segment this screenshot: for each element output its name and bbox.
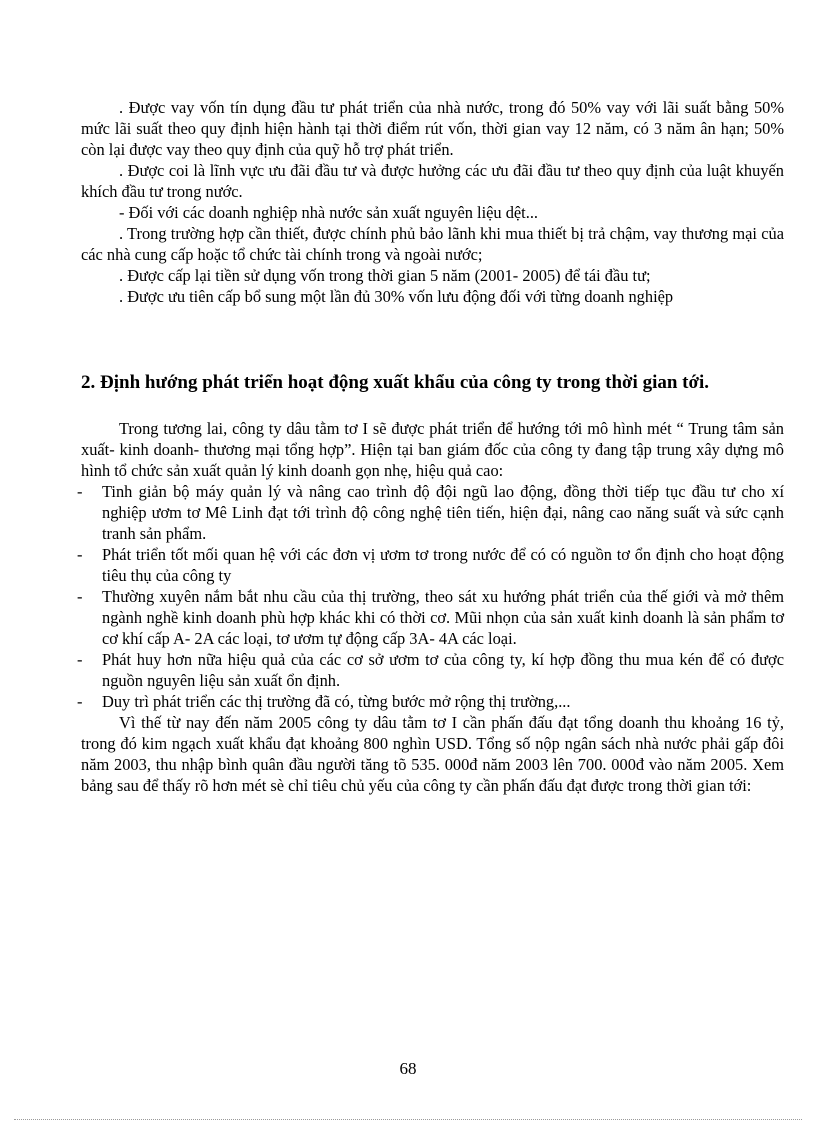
bullet-marker: - <box>77 587 83 606</box>
list-item <box>77 544 784 586</box>
incentive-paragraph-loan: . Được vay vốn tín dụng đầu tư phát triển của nhà nước, trong đó 50% vay với lãi suất bằng 50% mức lãi suất theo quy định hiện hành tại thời điểm rút vốn, thời gian vay 12 năm, có 3 năm ân hạn; 50% còn lại được vay theo quy định của quỹ hỗ trợ phát triển. <box>81 98 784 159</box>
bullet-text: Phát triển tốt mối quan hệ với các đơn vị ươm tơ trong nước để có có nguồn tơ ổn định cho hoạt động tiêu thụ của công ty <box>102 545 784 585</box>
footer-divider <box>14 1119 802 1120</box>
section-heading: 2. Định hướng phát triển hoạt động xuất khẩu của công ty trong thời gian tới. <box>81 372 710 393</box>
bullet-marker: - <box>77 692 83 711</box>
bullet-marker: - <box>77 545 83 564</box>
incentive-paragraph-state-enterprises: - Đối với các doanh nghiệp nhà nước sản xuất nguyên liệu dệt... <box>119 203 539 222</box>
bullet-text: Thường xuyên nắm bắt nhu cầu của thị trường, theo sát xu hướng phát triển của thế giới và mở thêm ngành nghề kinh doanh phù hợp khác khi có thời cơ. Mũi nhọn của sản xuất kinh doanh là sản phẩm tơ cơ khí cấp A- 2A các loại, tơ ươm tự động cấp 3A- 4A các loại. <box>102 587 784 648</box>
bullet-text: Duy trì phát triển các thị trường đã có, từng bước mở rộng thị trường,... <box>102 692 571 711</box>
incentive-list <box>81 97 784 307</box>
bullet-marker: - <box>77 482 83 501</box>
intro-paragraph: Trong tương lai, công ty dâu tằm tơ I sẽ được phát triển để hướng tới mô hình mét “ Trung tâm sản xuất- kinh doanh- thương mại tổng hợp”. Hiện tại ban giám đốc của công ty đang tập trung xây dựng mô hình tổ chức sản xuất quản lý kinh doanh gọn nhẹ, hiệu quả cao: <box>81 419 784 480</box>
orientation-bullet-list <box>77 481 784 712</box>
bullet-marker: - <box>77 650 83 669</box>
list-item <box>77 649 784 691</box>
incentive-paragraph-working-capital: . Được ưu tiên cấp bổ sung một lần đủ 30% vốn lưu động đối với từng doanh nghiệp <box>119 287 674 306</box>
list-item <box>77 691 784 712</box>
section-body <box>77 418 784 796</box>
bullet-text: Phát huy hơn nữa hiệu quả của các cơ sở ươm tơ của công ty, kí hợp đồng thu mua kén để có được nguồn nguyên liệu sản xuất ổn định. <box>102 650 784 690</box>
page-number: 68 <box>399 1059 417 1078</box>
incentive-paragraph-capital-reuse: . Được cấp lại tiền sử dụng vốn trong thời gian 5 năm (2001- 2005) để tái đầu tư; <box>119 266 651 285</box>
incentive-paragraph-guarantee: . Trong trường hợp cần thiết, được chính phủ bảo lãnh khi mua thiết bị trả chậm, vay thương mại của các nhà cung cấp hoặc tổ chức tài chính trong và ngoài nước; <box>81 224 784 264</box>
bullet-text: Tinh giản bộ máy quản lý và nâng cao trình độ đội ngũ lao động, đồng thời tiếp tục đầu tư cho xí nghiệp ươm tơ Mê Linh đạt tới trình độ công nghệ tiên tiến, hiện đại, nâng cao năng suất và sức cạnh tranh sản phẩm. <box>102 482 784 543</box>
closing-paragraph: Vì thế từ nay đến năm 2005 công ty dâu tằm tơ I cần phấn đấu đạt tổng doanh thu khoảng 16 tỷ, trong đó kim ngạch xuất khẩu đạt khoảng 800 nghìn USD. Tổng số nộp ngân sách nhà nước phải gấp đôi năm 2003, thu nhập bình quân đầu người tăng tõ 535. 000đ năm 2003 lên 700. 000đ vào năm 2005. Xem bảng sau để thấy rõ hơn mét sè chỉ tiêu chủ yếu của công ty cần phấn đấu đạt được trong thời gian tới: <box>81 713 784 795</box>
incentive-paragraph-priority-sector: . Được coi là lĩnh vực ưu đãi đầu tư và được hưởng các ưu đãi đầu tư theo quy định của luật khuyến khích đầu tư trong nước. <box>81 161 784 201</box>
list-item <box>77 586 784 649</box>
list-item <box>77 481 784 544</box>
